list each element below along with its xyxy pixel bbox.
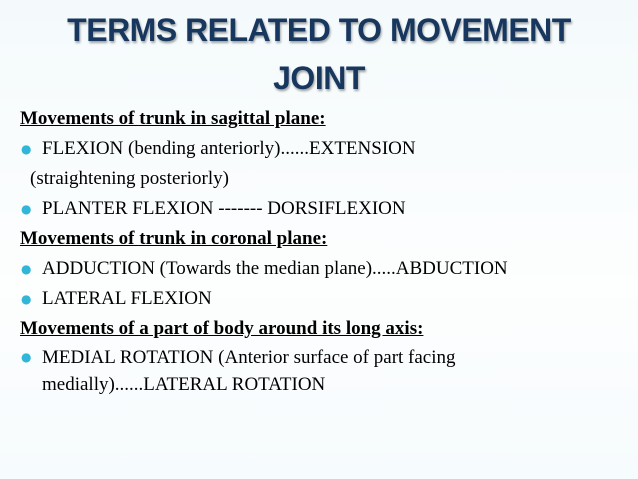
section-heading-long-axis: Movements of a part of body around its long axis: <box>20 318 424 339</box>
slide-body <box>20 104 630 398</box>
circle-bullet-icon: ● <box>21 350 32 364</box>
title-line-2: JOINT <box>273 60 365 96</box>
list-item-medial-rotation <box>20 344 630 398</box>
list-item-text: ADDUCTION (Towards the median plane).....ABDUCTION <box>42 258 508 279</box>
list-item-continuation: (straightening posteriorly) <box>30 168 229 189</box>
circle-bullet-icon: ● <box>21 142 32 156</box>
circle-bullet-icon: ● <box>21 262 32 276</box>
list-item-planter-flexion <box>20 194 630 224</box>
title-line-1: TERMS RELATED TO MOVEMENT <box>67 12 571 48</box>
list-item-text: MEDIAL ROTATION (Anterior surface of part facing medially)......LATERAL ROTATION <box>42 347 456 395</box>
section-heading-sagittal: Movements of trunk in sagittal plane: <box>20 108 326 129</box>
section-heading-coronal: Movements of trunk in coronal plane: <box>20 228 328 249</box>
list-item-text: PLANTER FLEXION ------- DORSIFLEXION <box>42 198 406 219</box>
circle-bullet-icon: ● <box>21 202 32 216</box>
circle-bullet-icon: ● <box>21 292 32 306</box>
list-item-text: FLEXION (bending anteriorly)......EXTENSION <box>42 138 416 159</box>
list-item-adduction <box>20 254 630 284</box>
list-item-lateral-flexion <box>20 284 630 314</box>
list-item-text: LATERAL FLEXION <box>42 288 212 309</box>
slide-title <box>0 6 638 102</box>
list-item-flexion <box>20 134 630 164</box>
